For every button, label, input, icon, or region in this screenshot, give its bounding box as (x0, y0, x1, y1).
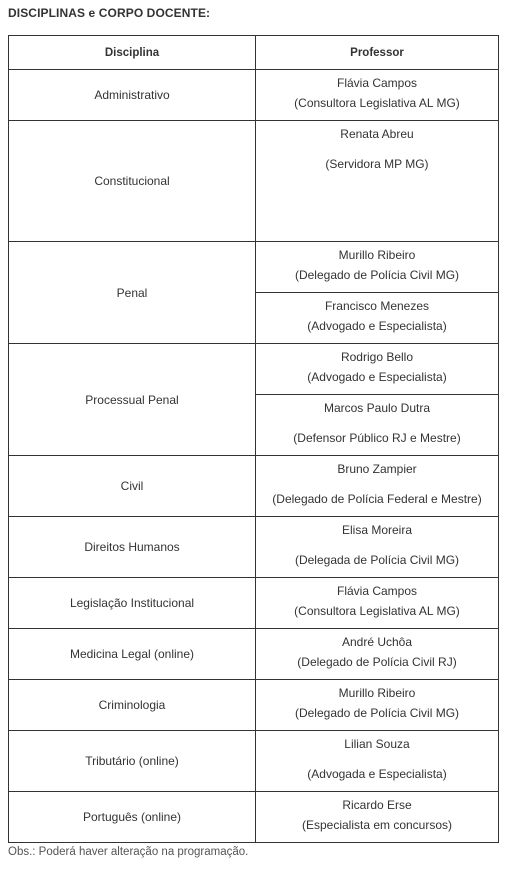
table-row (9, 578, 499, 629)
professor-role: (Especialista em concursos) (301, 818, 453, 832)
professor-role: (Servidora MP MG) (325, 157, 429, 171)
discipline-cell: Criminologia (9, 680, 256, 731)
header-discipline: Disciplina (9, 36, 256, 70)
professor-cell (256, 70, 499, 121)
professor-cell (256, 629, 499, 680)
professor-name: Ricardo Erse (342, 798, 412, 812)
professor-cell (256, 293, 499, 344)
discipline-cell: Penal (9, 242, 256, 344)
discipline-cell: Medicina Legal (online) (9, 629, 256, 680)
table-row (9, 242, 499, 293)
professor-name: Flávia Campos (336, 584, 418, 598)
professor-cell (256, 578, 499, 629)
table-row (9, 792, 499, 843)
professor-name: Marcos Paulo Dutra (323, 401, 431, 415)
professor-name: Bruno Zampier (337, 462, 417, 476)
professor-cell (256, 792, 499, 843)
professor-name: Francisco Menezes (324, 299, 430, 313)
table-header-row (9, 36, 499, 70)
professor-name: Murillo Ribeiro (338, 248, 416, 262)
table-row (9, 121, 499, 242)
faculty-table (8, 35, 499, 843)
professor-role: (Advogado e Especialista) (307, 319, 447, 333)
professor-cell (256, 121, 499, 242)
professor-role: (Delegado de Polícia Civil MG) (294, 268, 460, 282)
professor-name: Murillo Ribeiro (338, 686, 416, 700)
professor-name: Elisa Moreira (341, 523, 413, 537)
discipline-cell: Constitucional (9, 121, 256, 242)
professor-cell (256, 344, 499, 395)
professor-name: Lilian Souza (344, 737, 410, 751)
professor-role: (Consultora Legislativa AL MG) (294, 96, 460, 110)
professor-cell (256, 731, 499, 792)
professor-name: André Uchôa (341, 635, 413, 649)
professor-role: (Consultora Legislativa AL MG) (294, 604, 460, 618)
professor-name: Renata Abreu (340, 127, 414, 141)
discipline-cell: Tributário (online) (9, 731, 256, 792)
section-heading: DISCIPLINAS e CORPO DOCENTE: (8, 6, 211, 20)
discipline-cell: Direitos Humanos (9, 517, 256, 578)
discipline-cell: Administrativo (9, 70, 256, 121)
table-row (9, 731, 499, 792)
professor-role: (Delegada de Polícia Civil MG) (294, 553, 460, 567)
table-row (9, 70, 499, 121)
table-row (9, 629, 499, 680)
professor-cell (256, 456, 499, 517)
discipline-cell: Processual Penal (9, 344, 256, 456)
professor-role: (Advogada e Especialista) (307, 767, 447, 781)
professor-role: (Defensor Público RJ e Mestre) (293, 431, 461, 445)
schedule-note: Obs.: Poderá haver alteração na programação. (8, 846, 249, 858)
professor-name: Rodrigo Bello (340, 350, 414, 364)
professor-cell (256, 517, 499, 578)
professor-cell (256, 395, 499, 456)
professor-role: (Delegado de Polícia Civil RJ) (297, 655, 457, 669)
header-professor: Professor (256, 36, 499, 70)
professor-role: (Advogado e Especialista) (307, 370, 447, 384)
professor-cell (256, 680, 499, 731)
table-row (9, 680, 499, 731)
table-row (9, 456, 499, 517)
discipline-cell: Legislação Institucional (9, 578, 256, 629)
professor-role: (Delegado de Polícia Civil MG) (294, 706, 460, 720)
professor-name: Flávia Campos (336, 76, 418, 90)
discipline-cell: Português (online) (9, 792, 256, 843)
professor-role: (Delegado de Polícia Federal e Mestre) (272, 492, 482, 506)
discipline-cell: Civil (9, 456, 256, 517)
professor-cell (256, 242, 499, 293)
table-row (9, 344, 499, 395)
table-row (9, 517, 499, 578)
